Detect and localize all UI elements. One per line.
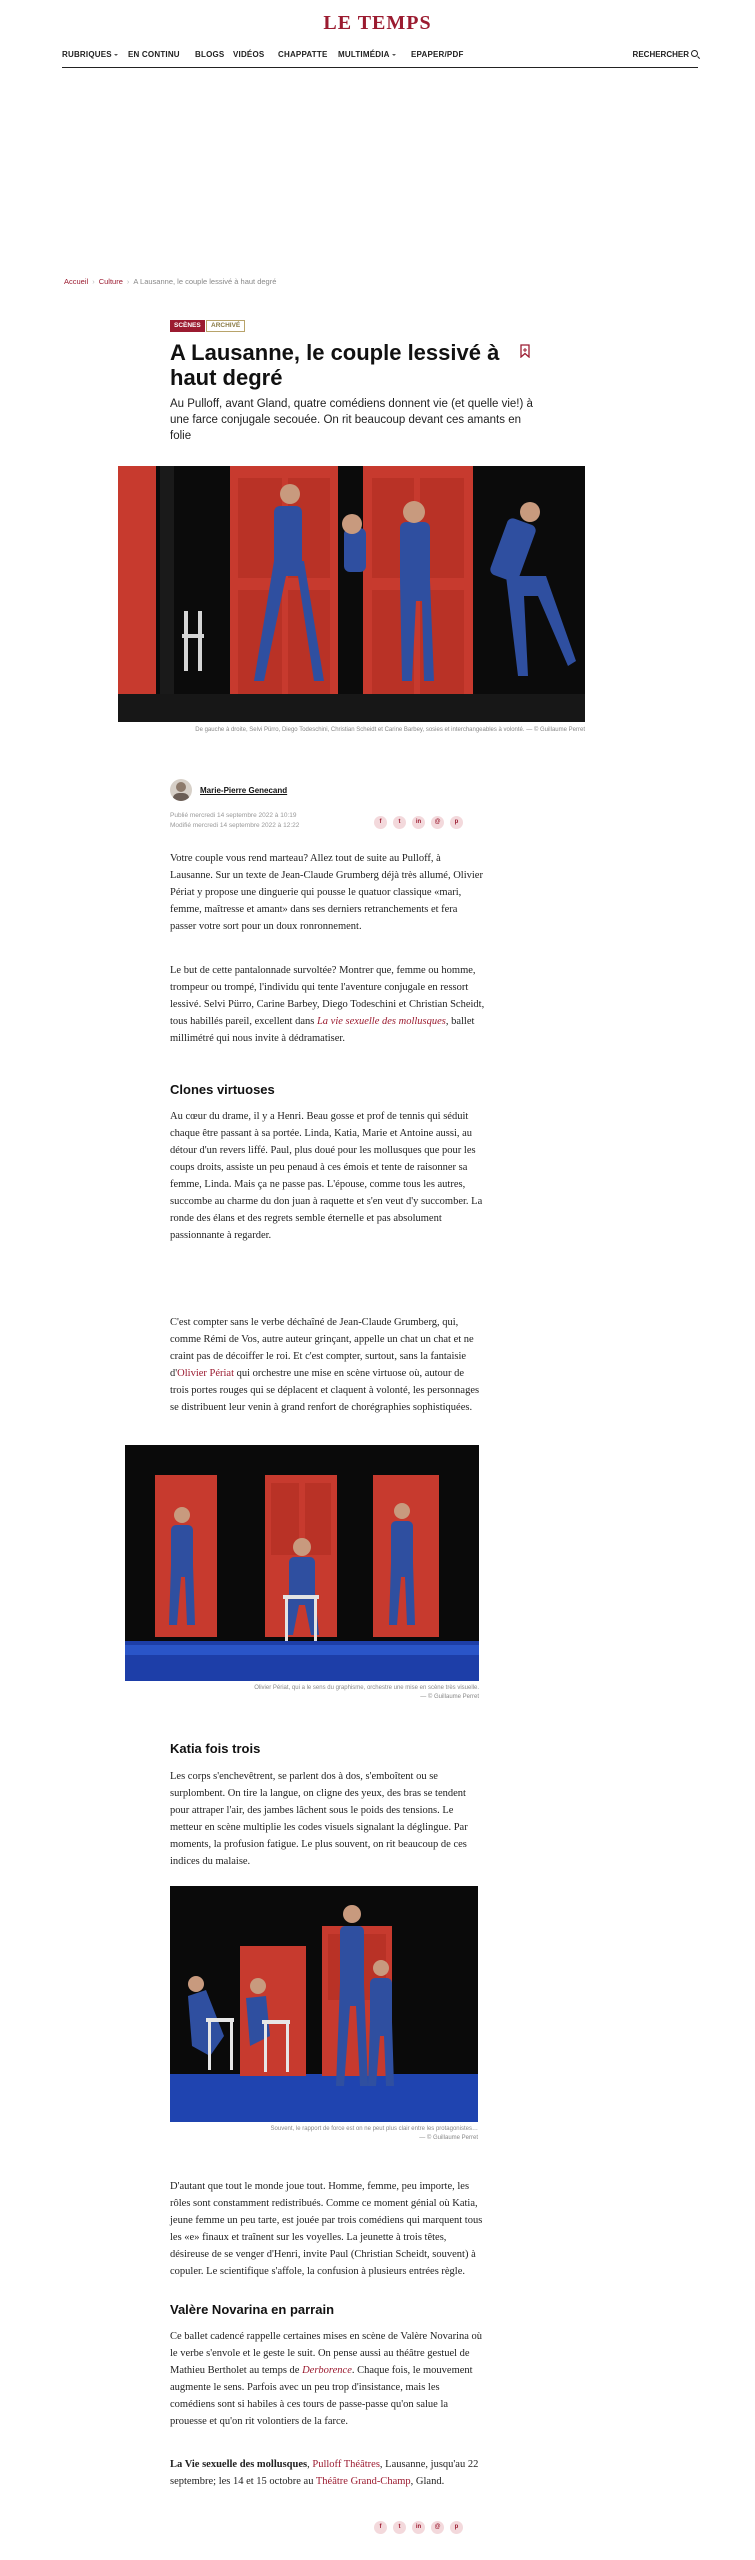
nav-item-multimedia[interactable]	[338, 50, 396, 59]
breadcrumb-home[interactable]: Accueil	[64, 277, 89, 286]
chevron-down-icon	[114, 54, 118, 56]
stage-photo-chairs	[170, 1886, 478, 2122]
link-text: Derborence	[302, 2365, 352, 2376]
article-title: A Lausanne, le couple lessivé à haut degré	[170, 340, 500, 390]
site-logo[interactable]: LE TEMPS	[323, 12, 432, 34]
caption-credit: — © Guillaume Perret	[419, 2135, 478, 2141]
text-run: , ballet millimétré qui nous invite à dédramatiser.	[170, 1016, 475, 1044]
nav-label: MULTIMÉDIA	[338, 50, 390, 59]
share-print-icon[interactable]: p	[450, 816, 463, 829]
main-nav	[62, 50, 698, 68]
caption-line: Souvent, le rapport de force est on ne peut plus clair entre les protagonistes…	[270, 2126, 478, 2132]
article-photo[interactable]	[170, 1886, 478, 2122]
author-portrait	[170, 779, 192, 801]
text-run: ,	[307, 2459, 313, 2470]
share-linkedin-icon[interactable]: in	[412, 2521, 425, 2534]
share-twitter-icon[interactable]: t	[393, 2521, 406, 2534]
text-run: , Lausanne, jusqu'au 22 septembre; les 14 et 15 octobre au	[170, 2459, 479, 2487]
info-box	[170, 2456, 485, 2490]
nav-item-blogs[interactable]: BLOGS	[195, 50, 225, 59]
modified-date: Modifié mercredi 14 septembre 2022 à 12:22	[170, 822, 300, 829]
text-run: . Chaque fois, le mouvement augmente le sens. Parfois avec un peu trop d'insistance, mais les comédiens sont si habiles à ces tours de passe-passe qu'on salue la prouesse et qu'on rit volontiers de la farce.	[170, 2365, 473, 2427]
nav-item-rubriques[interactable]	[62, 50, 118, 59]
share-twitter-icon[interactable]: t	[393, 816, 406, 829]
text-run: C'est compter sans le verbe déchaîné de Jean-Claude Grumberg, qui, comme Rémi de Vos, autre auteur grinçant, appelle un chat un chat et ne craint pas de décoiffer le roi. Et c'est compter, surtout, sans la fantaisie d'	[170, 1317, 474, 1379]
share-email-icon[interactable]: @	[431, 816, 444, 829]
section-heading: Clones virtuoses	[170, 1082, 275, 1097]
nav-label: RUBRIQUES	[62, 50, 112, 59]
author-name[interactable]: Marie-Pierre Genecand	[200, 786, 288, 795]
paragraph: Votre couple vous rend marteau? Allez tout de suite au Pulloff, à Lausanne. Sur un texte de Jean-Claude Grumberg déjà très allumé, Olivier Périat y propose une dinguerie qui pousse le quatuor classique «mari, femme, maîtresse et amant» dans ses derniers retranchements et fera passer votre sort pour un doux ronronnement.	[170, 853, 483, 932]
search-button[interactable]	[633, 50, 698, 59]
text-run: Le but de cette pantalonnade survoltée? Montrer que, femme ou homme, trompeur ou trompé, l'individu qui tente l'aventure conjugale en ressort lessivé. Selvi Pürro, Carine Barbey, Diego Todeschini et Christian Scheidt, tous habillés pareil, excellent dans	[170, 965, 485, 1027]
archive-badge: ARCHIVÉ	[206, 320, 245, 332]
published-date: Publié mercredi 14 septembre 2022 à 10:19	[170, 812, 297, 819]
stage-photo-three-doors	[125, 1445, 479, 1681]
photo-caption	[170, 2125, 478, 2143]
breadcrumb-current: A Lausanne, le couple lessivé à haut degré	[133, 277, 277, 286]
section-heading: Valère Novarina en parrain	[170, 2302, 335, 2317]
paragraph: Les corps s'enchevêtrent, se parlent dos à dos, s'emboîtent ou se surplombent. On tire la langue, on cligne des yeux, des bras se tendent pour attraper l'air, des jambes lâchent sous le poids des tensions. Le metteur en scène multiplie les codes visuels signalant la déglingue. Par moments, la profusion fatigue. Le plus souvent, on rit beaucoup de ces indices du malaise.	[170, 1771, 468, 1867]
article-lead: Au Pulloff, avant Gland, quatre comédiens donnent vie (et quelle vie!) à une farce conjugale secouée. On rit beaucoup devant ces amants en folie	[170, 398, 533, 442]
section-heading: Katia fois trois	[170, 1741, 261, 1756]
share-linkedin-icon[interactable]: in	[412, 816, 425, 829]
text-run: , Gland.	[410, 2476, 445, 2487]
article-photo[interactable]	[125, 1445, 479, 1681]
paragraph	[170, 1314, 485, 1416]
breadcrumb-separator: ›	[126, 277, 130, 286]
venue-link[interactable]: Pulloff Théâtres	[312, 2459, 380, 2470]
nav-item-epaper[interactable]: EPAPER/PDF	[411, 50, 464, 59]
section-badge[interactable]: SCÈNES	[170, 320, 205, 332]
venue-link[interactable]: Théâtre Grand-Champ	[315, 2476, 411, 2487]
article-hero-photo[interactable]	[118, 466, 585, 722]
photo-caption	[125, 1684, 479, 1702]
photo-caption: De gauche à droite, Selvi Pürro, Diego Todeschini, Christian Scheidt et Carine Barbey, sosies et interchangeables à volonté. — © Guillaume Perret	[195, 727, 585, 733]
search-label: RECHERCHER	[632, 50, 689, 59]
chevron-down-icon	[392, 54, 396, 56]
link-text: La vie sexuelle des mollusques	[316, 1016, 446, 1027]
breadcrumb-section[interactable]: Culture	[98, 277, 123, 286]
paragraph: D'autant que tout le monde joue tout. Homme, femme, peu importe, les rôles sont constamment redistribués. Comme ce moment génial où Katia, jeune femme un peu tarte, est jouée par trois comédiens qui marquent tous les «e» finaux et traînent sur les voyelles. La jeunette à trois têtes, désireuse de se venger d'Henri, invite Paul (Christian Scheidt, souvent) à copuler. Le scientifique s'affole, la confusion à plusieurs entrées règle.	[170, 2181, 483, 2277]
share-facebook-icon[interactable]: f	[374, 2521, 387, 2534]
share-email-icon[interactable]: @	[431, 2521, 444, 2534]
paragraph	[170, 962, 485, 1047]
stage-photo-doors	[118, 466, 585, 722]
text-run: Ce ballet cadencé rappelle certaines mises en scène de Valère Novarina où le verbe s'envole et le geste le suit. On pense aussi au théâtre gestuel de Mathieu Bertholet au temps de	[170, 2331, 483, 2376]
paragraph	[170, 2328, 485, 2430]
inline-link[interactable]	[317, 1016, 446, 1027]
caption-line: Olivier Périat, qui a le sens du graphisme, orchestre une mise en scène très visuelle.	[254, 1685, 479, 1691]
breadcrumb	[64, 277, 276, 286]
breadcrumb-separator: ›	[92, 277, 95, 286]
share-facebook-icon[interactable]: f	[374, 816, 387, 829]
caption-credit: — © Guillaume Perret	[420, 1694, 479, 1700]
search-icon	[691, 50, 698, 57]
text-run: qui orchestre une mise en scène virtuose où, autour de trois portes rouges qui se déplacent et claquent à volonté, les personnages se distribuent leur venin à grand renfort de chorégraphies sophistiquées.	[170, 1368, 480, 1413]
nav-item-en-continu[interactable]: EN CONTINU	[128, 50, 180, 59]
paragraph: Au cœur du drame, il y a Henri. Beau gosse et prof de tennis qui séduit chaque être passant à sa portée. Linda, Katia, Marie et Antoine aussi, au détour d'un revers liffé. Paul, plus doué pour les mollusques que pour les coups droits, assiste un peu penaud à ces émois et tente de raisonner sa femme, Linda. Mais ça ne passe pas. L'épouse, comme tous les autres, succombe au charme du don juan à raquette et s'en veut d'y succomber. La ronde des élans et des regrets semble éternelle et pas absolument passionnante à regarder.	[170, 1111, 483, 1241]
nav-item-chappatte[interactable]: CHAPPATTE	[278, 50, 328, 59]
bookmark-icon[interactable]	[520, 344, 530, 358]
inline-link[interactable]	[302, 2365, 352, 2376]
show-title: La Vie sexuelle des mollusques	[170, 2459, 308, 2470]
author-avatar[interactable]	[170, 779, 192, 801]
inline-link[interactable]: Olivier Périat	[177, 1368, 235, 1379]
share-print-icon[interactable]: p	[450, 2521, 463, 2534]
nav-item-videos[interactable]: VIDÉOS	[233, 50, 265, 59]
